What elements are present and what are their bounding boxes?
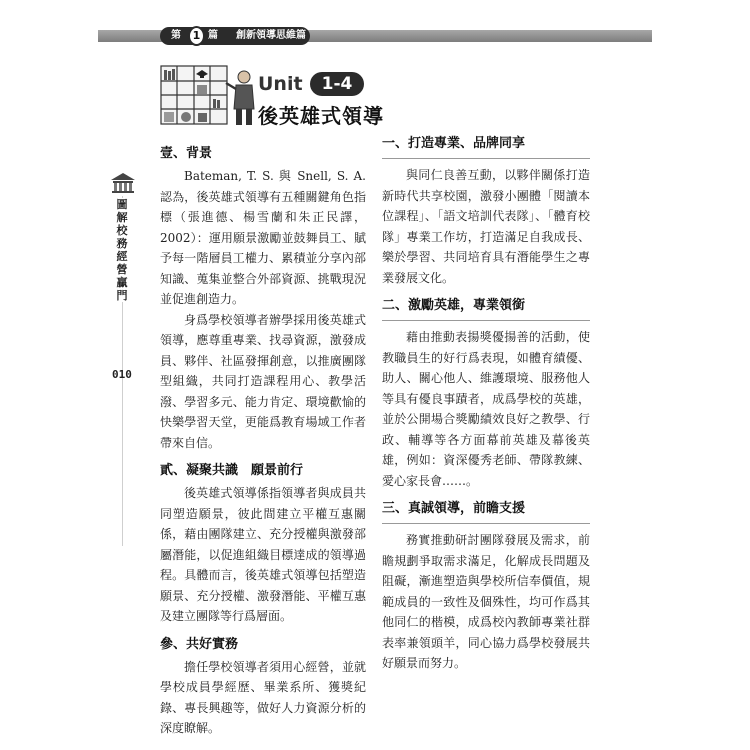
school-building-icon — [110, 172, 136, 194]
body-paragraph: 身爲學校領導者辦學採用後英雄式領導，應尊重專業、找尋資源，激發成員、夥伴、社區發揮創意，以推廣團隊型組織，共同打造課程用心、教學活潑、學習多元、能力肯定、環境歡愉的快樂學習天堂，更能爲教育場域工作者帶來自信。 — [160, 312, 366, 450]
part-number-badge: 1 — [188, 26, 205, 46]
right-column — [382, 134, 590, 674]
section-heading: 壹、背景 — [160, 146, 213, 161]
body-paragraph: 擔任學校領導者須用心經營，並就學校成員學經歷、畢業系所、獲獎紀錄、專長興趣等，做好人力資源分析的深度瞭解。 — [160, 659, 366, 735]
body-paragraph: Bateman, T. S. 與 Snell, S. A. 認為，後英雄式領導有五種關鍵角色指標（張進德、楊雪蘭和朱正民譯，2002）：運用願景激勵並鼓舞員工、賦予每一階層員工權力、累積並分享內部知識、蒐集並整合外部資源、挑戰現況並促進創造力。 — [160, 169, 366, 306]
unit-label: Unit — [258, 73, 303, 95]
sidebar-vertical-title: 圖 解 校 務 經 營 贏 門 — [113, 198, 131, 302]
unit-title: 後英雄式領導 — [258, 104, 384, 128]
body-paragraph: 與同仁良善互動，以夥伴關係打造新時代共享校園，激發小團體「閱讀本位課程」、「語文培訓代表隊」、「體育校隊」專業工作坊，打造滿足自我成長、樂於學習、共同培育具有潛能學生之專業發展文化。 — [382, 168, 590, 285]
unit-number-badge: 1-4 — [310, 72, 364, 96]
part-title: 創新領導思維篇 — [236, 30, 306, 41]
part-suffix: 篇 — [208, 30, 218, 41]
left-column — [160, 144, 366, 739]
body-paragraph: 後英雄式領導係指領導者與成員共同塑造願景，彼此間建立平權互惠關係，藉由團隊建立、充分授權與激發部屬潛能，以促進組織目標達成的領導過程。具體而言，後英雄式領導包括塑造願景、充分授權、激發潛能、平權互惠及建立團隊等行爲層面。 — [160, 486, 366, 623]
body-paragraph: 務實推動研討團隊發展及需求，前瞻規劃爭取需求滿足，化解成長問題及阻礙，漸進塑造與學校所信奉價值，規範成員的一致性及個殊性，均可作爲其他同仁的楷模，成爲校內教師專業社群表率兼領頭羊，同心協力爲學校發展共好願景而努力。 — [382, 533, 590, 670]
page-number: 010 — [112, 368, 132, 381]
section-heading: 三、真誠領導，前瞻支援 — [382, 499, 590, 524]
section-heading: 貳、凝聚共識 願景前行 — [160, 463, 304, 478]
section-heading: 二、激勵英雄，專業領銜 — [382, 296, 590, 321]
body-paragraph: 藉由推動表揚獎優揚善的活動，使教職員生的好行爲表現，如體育績優、助人、關心他人、維護環境、服務他人等具有優良事蹟者，成爲學校的英雄，並於公開場合獎勵績效良好之教學、行政、輔導等各方面幕前英雄及幕後英雄，例如：資深優秀老師、帶隊教練、愛心家長會……。 — [382, 330, 590, 488]
section-heading: 參、共好實務 — [160, 636, 239, 652]
part-label: 第 — [171, 30, 181, 41]
teacher-with-bookshelf-illustration — [160, 65, 260, 127]
section-heading: 一、打造專業、品牌同享 — [382, 134, 590, 159]
